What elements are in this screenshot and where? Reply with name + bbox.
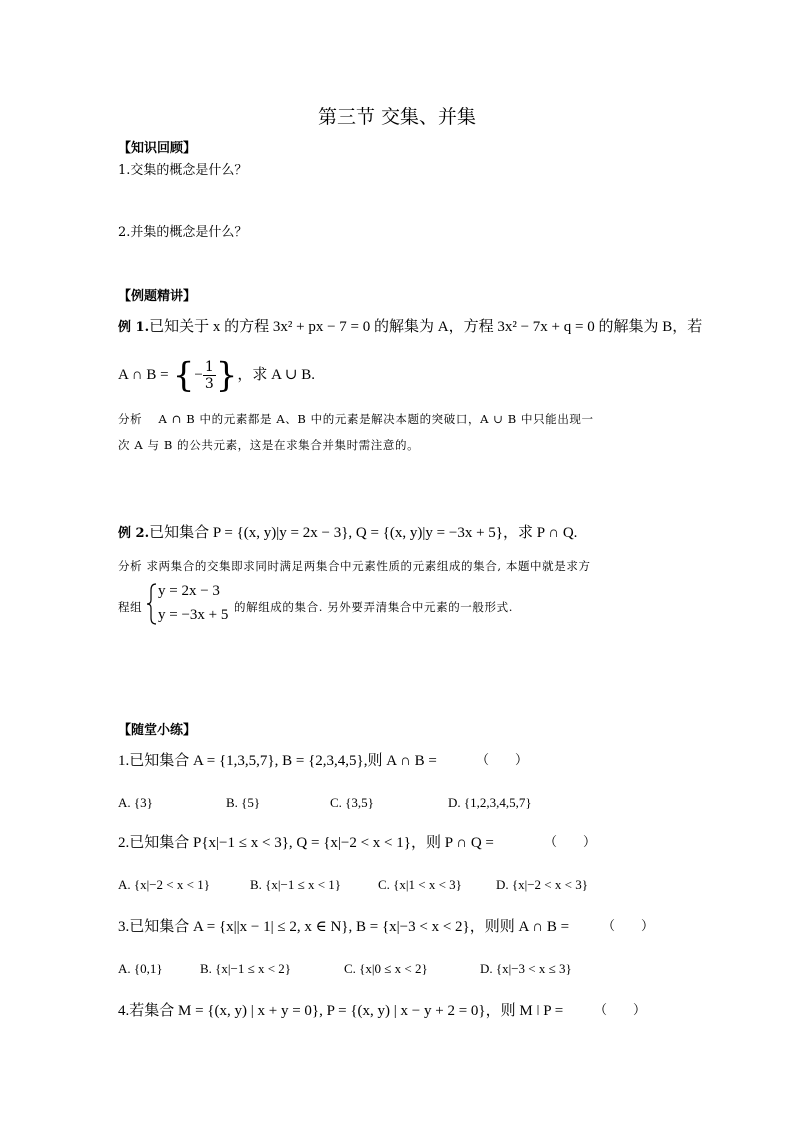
q3-option-d[interactable]: D. {x|−3 < x ≤ 3} [480,961,572,976]
example-1-line-1 [118,318,702,337]
q1-option-c[interactable]: C. {3,5} [330,795,374,810]
review-heading: 【知识回顾】 [118,141,197,156]
example-1-label: 例 1. [118,320,150,335]
review-question-2: 2.并集的概念是什么？ [118,225,248,240]
q1-option-d[interactable]: D. {1,2,3,4,5,7} [448,795,532,810]
q1-option-a[interactable]: A. {3} [118,795,153,810]
practice-question-2: 2.已知集合 P{x|−1 ≤ x < 3}, Q = {x|−2 < x < 1}，则 P ∩ Q = [118,835,494,851]
example-2-line-1 [118,524,577,543]
q2-option-c[interactable]: C. {x|1 < x < 3} [378,877,462,892]
system-brace [146,582,158,626]
practice-heading: 【随堂小练】 [118,723,197,738]
answer-blank-2[interactable]: （ ） [544,835,597,850]
fraction-denominator: 3 [204,376,214,392]
example-1-analysis-1: 分析 A ∩ B 中的元素都是 A、B 中的元素是解决本题的突破口，A ∪ B 中只能出现一 [118,412,594,426]
fraction-numerator: 1 [204,359,214,375]
fraction-one-third [203,359,216,392]
answer-blank-1[interactable]: （ ） [476,753,529,768]
practice-question-1: 1.已知集合 A = {1,3,5,7}, B = {2,3,4,5},则 A ∩ B = [118,753,437,769]
answer-blank-3[interactable]: （ ） [602,919,655,934]
minus-sign: − [194,367,203,383]
q1-option-b[interactable]: B. {5} [226,795,261,810]
q2-option-a[interactable]: A. {x|−2 < x < 1} [118,877,210,892]
example-2-analysis-1: 分析 求两集合的交集即求同时满足两集合中元素性质的元素组成的集合, 本题中就是求方 [118,559,591,573]
example-1-analysis-2: 次 A 与 B 的公共元素，这是在求集合并集时需注意的。 [118,438,420,452]
q3-option-c[interactable]: C. {x|0 ≤ x < 2} [344,961,428,976]
example-1-statement: 已知关于 x 的方程 3x² + px − 7 = 0 的解集为 A，方程 3x² − 7x + q = 0 的解集为 B，若 [149,319,703,335]
example-2-label: 例 2. [118,526,150,541]
example-2-statement: 已知集合 P = {(x, y)|y = 2x − 3}, Q = {(x, y)|y = −3x + 5}，求 P ∩ Q. [149,525,578,541]
practice-question-4: 4.若集合 M = {(x, y) | x + y = 0}, P = {(x, y) | x − y + 2 = 0}，则 M ǀ P = [118,1003,564,1019]
example-1-intersection: A ∩ B = [118,367,169,383]
example-2-analysis-prefix: 程组 [118,600,143,614]
example-2-analysis-suffix: 的解组成的集合. 另外要弄清集合中元素的一般形式. [234,600,513,614]
system-equation-2: y = −3x + 5 [158,607,229,623]
q2-option-d[interactable]: D. {x|−2 < x < 3} [496,877,588,892]
q3-option-b[interactable]: B. {x|−1 ≤ x < 2} [200,961,292,976]
equation-system [146,582,158,630]
q2-option-b[interactable]: B. {x|−1 ≤ x < 1} [250,877,342,892]
practice-question-3: 3.已知集合 A = {x||x − 1| ≤ 2, x ∈ N}, B = {x|−3 < x < 2}，则则 A ∩ B = [118,919,570,935]
page-title: 第三节 交集、并集 [317,106,477,128]
examples-heading: 【例题精讲】 [118,289,197,304]
review-question-1: 1.交集的概念是什么？ [118,163,248,178]
answer-blank-4[interactable]: （ ） [594,1003,647,1018]
example-1-ask: ，求 A ∪ B. [237,367,315,383]
system-equation-1: y = 2x − 3 [158,583,220,599]
set-brace-close: } [215,355,238,396]
set-brace-open: { [172,355,195,396]
q3-option-a[interactable]: A. {0,1} [118,961,163,976]
example-1-line-2 [118,355,315,396]
